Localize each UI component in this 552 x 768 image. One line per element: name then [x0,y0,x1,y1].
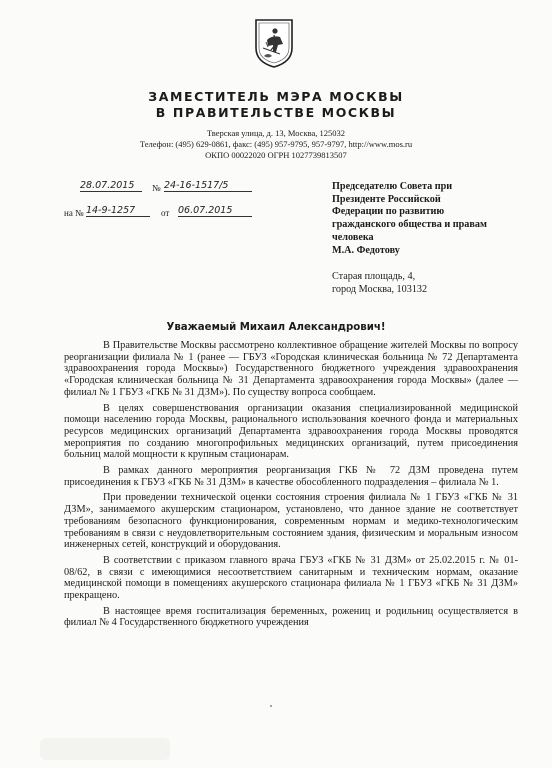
salutation: Уважаемый Михаил Александрович! [166,322,386,333]
reference-number: 14-9-1257 [86,205,150,217]
body-paragraph: При проведении технической оценки состояния строения филиала № 1 ГБУЗ «ГКБ № 31 ДЗМ», занимаемого акушерским стационаром, установлено, что данное здание не соответствует требованиям безопасного функционирования, современным нормам и медико-технологическим требованиям в связи с неудовлетворительным состоянием здания, физическим и моральным износом инженерных сетей, конструкций и оборудования. [64,492,518,551]
recipient-line: Президенте Российской [332,193,441,205]
issuer-title-line-2: В ПРАВИТЕЛЬСТВЕ МОСКВЫ [155,105,397,120]
recipient-address-line-1: Старая площадь, 4, [332,271,416,282]
issuer-contacts: Телефон: (495) 629-0861, факс: (495) 957-9795, 957-9797, http://www.mos.ru [139,139,413,149]
reference-number-label: на № [64,208,84,218]
recipient-address-line-2: город Москва, 103132 [332,284,428,295]
body-paragraph: В целях совершенствования организации оказания специализированной медицинской помощи населению города Москвы, рационального использования коечного фонда и материальных ресурсов медицинских организаций Департамента здравоохранения города Москвы проводятся мероприятия по созданию многопрофильных медицинских организаций, путем присоединения больниц малой мощности к крупным стационарам. [64,402,518,461]
outgoing-number: 24-16-1517/5 [164,180,252,192]
letter-body [64,340,518,633]
recipient-line: Федерации по развитию [332,206,445,218]
page-mark [270,705,272,707]
recipient-line: гражданского общества и правам [332,219,487,231]
issuer-address: Тверская улица, д. 13, Москва, 125032 [206,128,346,138]
recipient-line: М.А. Федотову [332,244,400,256]
recipient-line: человека [332,231,374,243]
number-label: № [152,183,161,193]
issuer-title-line-1: ЗАМЕСТИТЕЛЬ МЭРА МОСКВЫ [148,89,404,104]
body-paragraph: В Правительстве Москвы рассмотрено коллективное обращение жителей Москвы по вопросу реорганизации филиала № 1 (ранее — ГБУЗ «Городская клиническая больница № 72 Департамента здравоохранения города Москвы») Государственного бюджетного учреждения здравоохранения «Городская клиническая больница № 31 Департамента здравоохранения города Москвы» (далее — филиал № 1 ГБУЗ «ГКБ № 31 ДЗМ»). По существу вопроса сообщаем. [64,340,518,398]
body-paragraph: В соответствии с приказом главного врача ГБУЗ «ГКБ № 31 ДЗМ» от 25.02.2015 г. № 01-08/62, в связи с имеющимися несоответствием санитарным и техническим нормам, оказание медицинской помощи в помещениях акушерского стационара филиала № 1 ГБУЗ «ГКБ № 31 ДЗМ» прекращено. [64,554,518,602]
reference-from-label: от [161,208,170,218]
moscow-coat-of-arms-icon [254,18,294,68]
recipient-block [332,181,532,257]
body-paragraph: В настоящее время госпитализация беременных, рожениц и родильниц осуществляется в филиал № 4 Государственного бюджетного учреждения [64,605,518,629]
issuer-codes: ОКПО 00022020 ОГРН 1027739813507 [205,150,347,160]
outgoing-date: 28.07.2015 [80,180,142,192]
recipient-line: Председателю Совета при [332,181,453,192]
scan-smudge [40,738,170,760]
reference-date: 06.07.2015 [178,205,252,217]
body-paragraph: В рамках данного мероприятия реорганизация ГКБ № 72 ДЗМ проведена путем присоединения к ГБУЗ «ГКБ № 31 ДЗМ» в качестве обособленного подразделения – филиала № 1. [64,465,518,488]
